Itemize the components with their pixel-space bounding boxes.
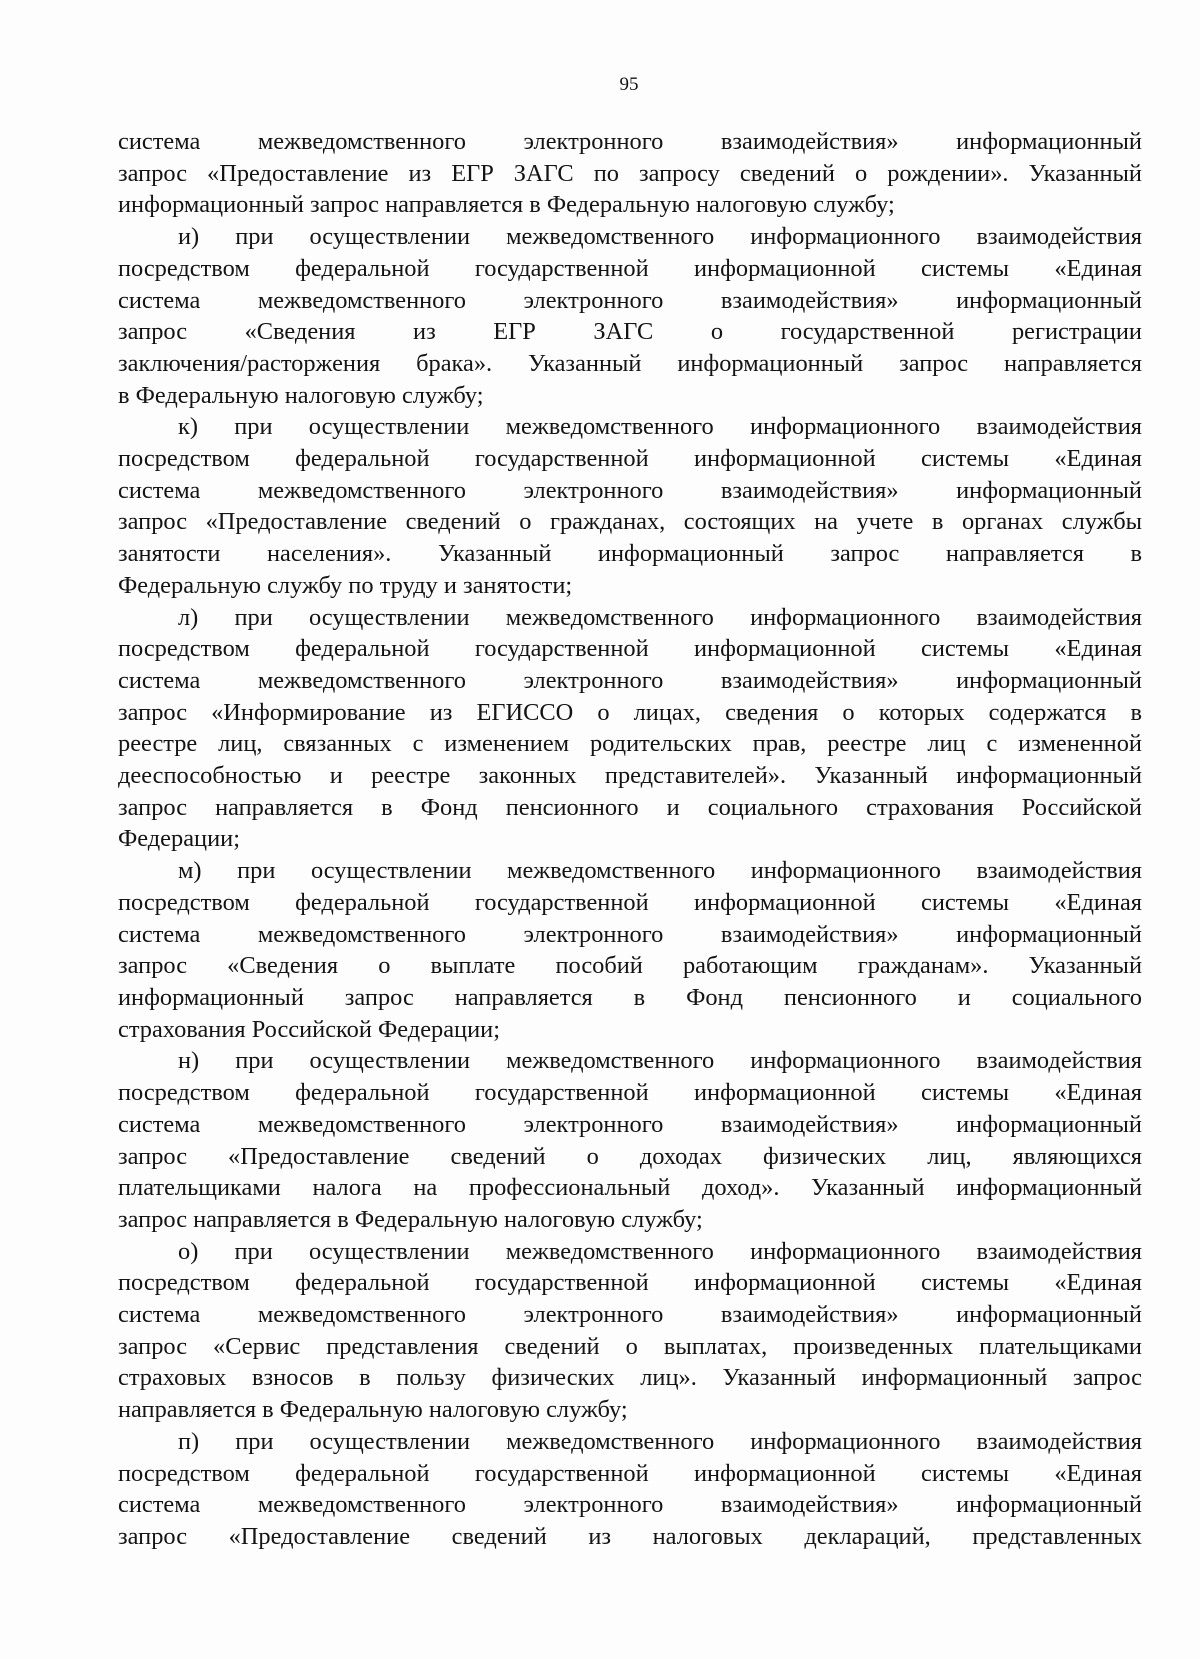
text-line: в Федеральную налоговую службу; (118, 381, 484, 409)
text-line: запрос «Информирование из ЕГИССО о лицах, сведения о которых содержатся в (118, 698, 1142, 726)
text-line: посредством федеральной государственной информационной системы «Единая (118, 635, 1142, 663)
text-line: страховых взносов в пользу физических лиц». Указанный информационный запрос (118, 1364, 1142, 1392)
text-line: направляется в Федеральную налоговую службу; (118, 1396, 628, 1424)
text-line: запрос «Сведения из ЕГР ЗАГС о государственной регистрации (118, 318, 1142, 346)
text-line: занятости населения». Указанный информационный запрос направляется в (118, 540, 1142, 568)
text-line: м) при осуществлении межведомственного информационного взаимодействия (178, 857, 1142, 885)
text-line: плательщиками налога на профессиональный доход». Указанный информационный (118, 1174, 1142, 1202)
text-line: система межведомственного электронного взаимодействия» информационный (118, 920, 1142, 948)
text-line: Федерации; (118, 825, 240, 853)
text-line: система межведомственного электронного взаимодействия» информационный (118, 1491, 1142, 1519)
text-line: н) при осуществлении межведомственного информационного взаимодействия (178, 1047, 1142, 1075)
text-line: страхования Российской Федерации; (118, 1015, 500, 1043)
text-line: п) при осуществлении межведомственного информационного взаимодействия (178, 1427, 1142, 1455)
paragraph-item-m (118, 855, 1142, 1045)
text-line: о) при осуществлении межведомственного информационного взаимодействия (178, 1237, 1142, 1265)
text-line: заключения/расторжения брака». Указанный информационный запрос направляется (118, 349, 1142, 377)
text-line: посредством федеральной государственной информационной системы «Единая (118, 1459, 1142, 1487)
text-line: посредством федеральной государственной информационной системы «Единая (118, 445, 1142, 473)
text-line: система межведомственного электронного взаимодействия» информационный (118, 666, 1142, 694)
paragraph-item-l (118, 602, 1142, 856)
paragraph-continuation (118, 126, 1142, 221)
paragraph-item-k (118, 411, 1142, 601)
paragraph-item-i (118, 221, 1142, 411)
text-line: система межведомственного электронного взаимодействия» информационный (118, 128, 1142, 155)
text-line: запрос «Предоставление сведений о доходах физических лиц, являющихся (118, 1142, 1142, 1170)
text-line: запрос «Сервис представления сведений о выплатах, произведенных плательщиками (118, 1332, 1142, 1360)
text-line: система межведомственного электронного взаимодействия» информационный (118, 286, 1142, 314)
text-line: посредством федеральной государственной информационной системы «Единая (118, 888, 1142, 916)
text-line: информационный запрос направляется в Федеральную налоговую службу; (118, 191, 895, 219)
text-line: система межведомственного электронного взаимодействия» информационный (118, 1301, 1142, 1329)
paragraph-item-n (118, 1045, 1142, 1235)
text-line: система межведомственного электронного взаимодействия» информационный (118, 1110, 1142, 1138)
text-line: реестре лиц, связанных с изменением родительских прав, реестре лиц с измененной (118, 730, 1142, 758)
paragraph-item-o (118, 1236, 1142, 1426)
text-line: запрос «Предоставление из ЕГР ЗАГС по запросу сведений о рождении». Указанный (118, 159, 1142, 187)
paragraph-item-p (118, 1426, 1142, 1553)
text-line: посредством федеральной государственной информационной системы «Единая (118, 1269, 1142, 1297)
document-body (118, 126, 1142, 1553)
text-line: посредством федеральной государственной информационной системы «Единая (118, 1079, 1142, 1107)
text-line: информационный запрос направляется в Фонд пенсионного и социального (118, 983, 1142, 1011)
text-line: Федеральную службу по труду и занятости; (118, 571, 573, 599)
text-line: дееспособностью и реестре законных представителей». Указанный информационный (118, 762, 1142, 790)
text-line: запрос направляется в Федеральную налоговую службу; (118, 1205, 703, 1233)
text-line: л) при осуществлении межведомственного информационного взаимодействия (178, 603, 1142, 631)
text-line: посредством федеральной государственной информационной системы «Единая (118, 254, 1142, 282)
text-line: и) при осуществлении межведомственного информационного взаимодействия (178, 223, 1142, 251)
text-line: запрос «Сведения о выплате пособий работающим гражданам». Указанный (118, 952, 1142, 980)
text-line: запрос направляется в Фонд пенсионного и социального страхования Российской (118, 793, 1142, 821)
text-line: запрос «Предоставление сведений из налоговых деклараций, представленных (118, 1522, 1142, 1550)
text-line: запрос «Предоставление сведений о гражданах, состоящих на учете в органах службы (118, 508, 1142, 536)
text-line: система межведомственного электронного взаимодействия» информационный (118, 476, 1142, 504)
text-line: к) при осуществлении межведомственного информационного взаимодействия (178, 413, 1142, 441)
page-number: 95 (619, 74, 639, 95)
